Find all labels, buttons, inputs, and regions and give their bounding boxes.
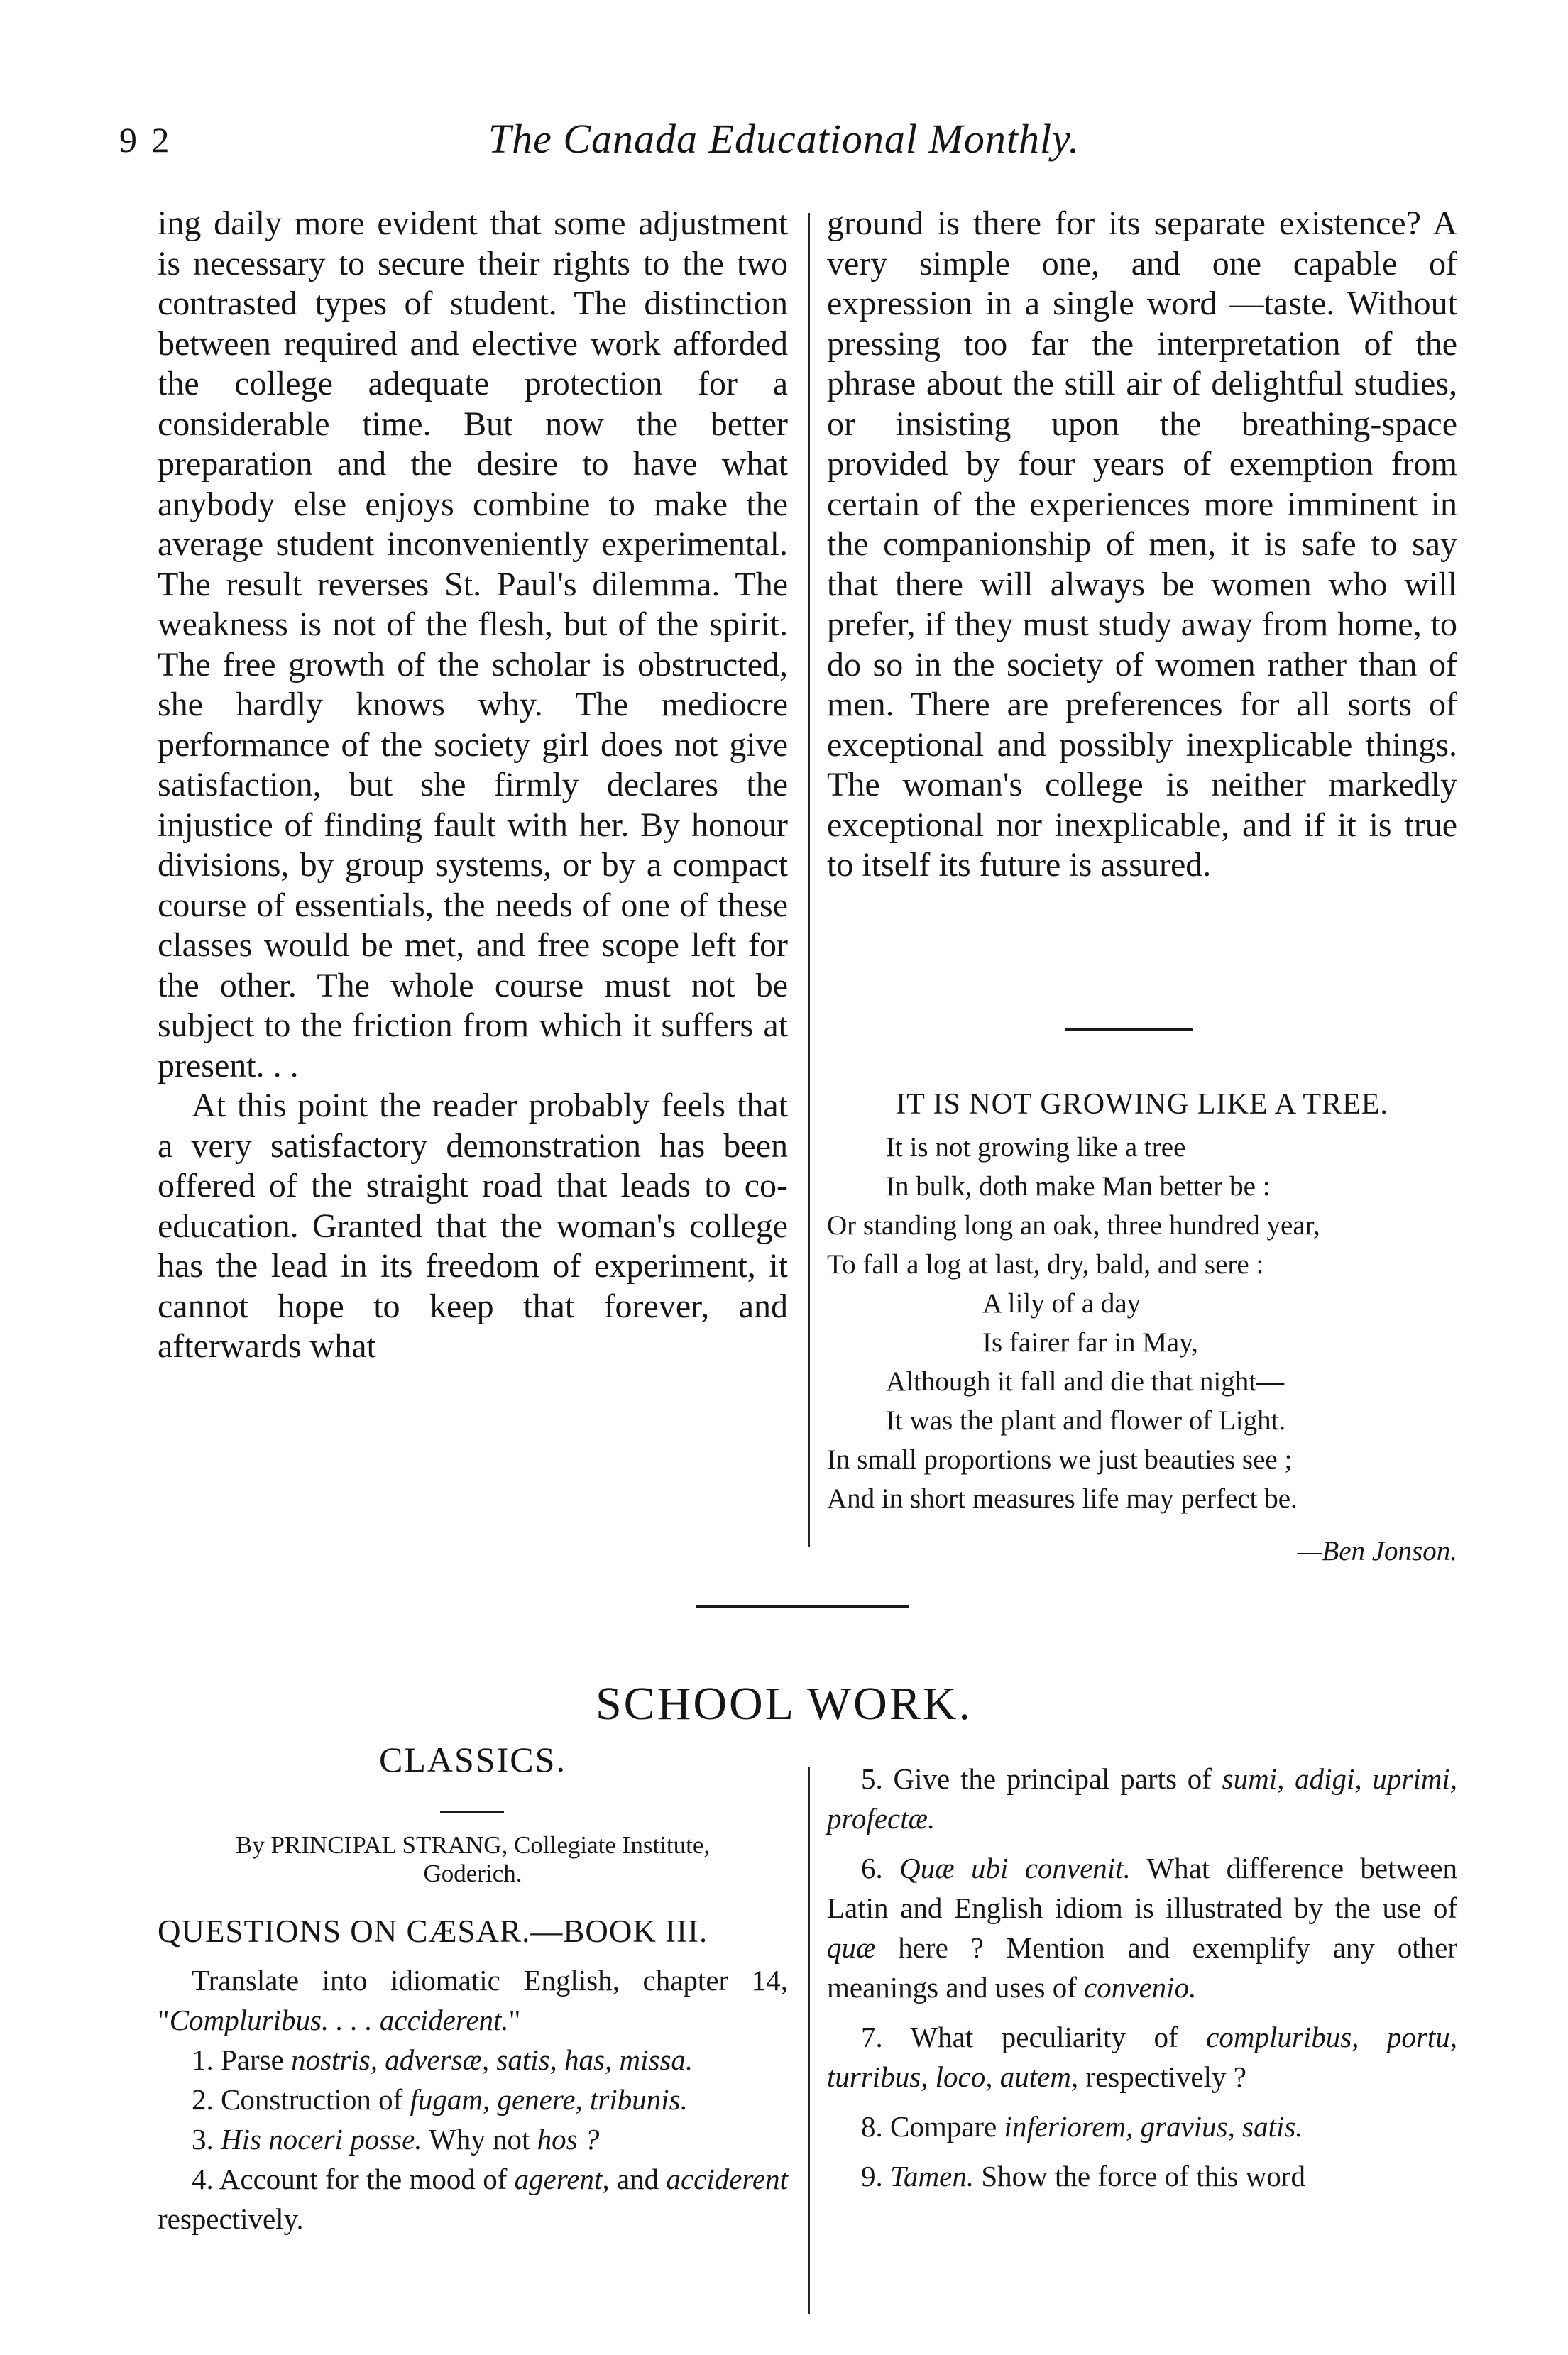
column-divider	[808, 1767, 810, 2314]
poem-line: And in short measures life may perfect be.	[827, 1483, 1298, 1514]
poem-line: It was the plant and flower of Light.	[886, 1405, 1286, 1436]
question-text: Account for the mood of	[219, 2163, 508, 2195]
question-text: Translate into idiomatic English, chapter 14, "	[158, 1964, 788, 2036]
questions-heading: QUESTIONS ON CÆSAR.—BOOK III.	[158, 1914, 708, 1949]
question-item	[827, 2156, 1457, 2196]
poem-line: In bulk, doth make Man better be :	[886, 1171, 1271, 1202]
question-latin: hos ?	[537, 2123, 600, 2156]
question-latin: convenio.	[1084, 1971, 1197, 2004]
question-number: 7.	[861, 2021, 883, 2053]
section-rule	[696, 1605, 909, 1608]
poem-line: In small proportions we just beauties see ;	[827, 1444, 1293, 1475]
question-intro	[158, 1960, 788, 2040]
article-paragraph: At this point the reader probably feels that a very satisfactory demonstration has been offered of the straight road that leads to co-education. Granted that the woman's college has the lead in its freedom of experiment, it cannot hope to keep that forever, and afterwards what	[158, 1087, 788, 1365]
page-number: 9 2	[119, 120, 172, 160]
article-paragraph: ground is there for its separate existence? A very simple one, and one capable of expression in a single word —taste. Without pressing too far the interpretation of the phrase about the still air of delightful studies, or insisting upon the breathing-space provided by four years of exemption from certain of the experiences more imminent in the companionship of men, it is safe to say that there will always be women who will prefer, if they must study away from home, to do so in the society of women rather than of men. There are preferences for all sorts of exceptional and possibly inexplicable things. The woman's college is neither markedly exceptional nor inexplicable, and if it is true to itself its future is assured.	[827, 204, 1457, 884]
question-latin: His noceri posse.	[221, 2123, 422, 2156]
question-text: Parse	[221, 2043, 284, 2076]
question-number: 9.	[861, 2160, 883, 2192]
poem-line: A lily of a day	[982, 1288, 1141, 1319]
question-text: Construction of	[221, 2083, 403, 2116]
question-text: What difference between Latin and English idiom is illustrated by the use of	[827, 1852, 1458, 1924]
article-column-left	[158, 204, 788, 1367]
question-text: and	[616, 2163, 659, 2195]
poem-line: To fall a log at last, dry, bald, and sere :	[827, 1249, 1264, 1280]
question-latin: inferiorem, gravius, satis.	[1004, 2110, 1303, 2143]
running-title: The Canada Educational Monthly.	[488, 116, 1080, 162]
byline	[158, 1831, 788, 1888]
question-number: 1.	[192, 2043, 214, 2076]
question-number: 8.	[861, 2110, 883, 2143]
question-text: respectively.	[158, 2202, 304, 2235]
article-column-right	[827, 204, 1457, 886]
question-latin: quæ	[827, 1931, 876, 1964]
question-item	[827, 2017, 1457, 2097]
section-rule	[1065, 1028, 1193, 1031]
article-paragraph: ing daily more evident that some adjustment is necessary to secure their rights to the two contrasted types of student. The distinction between required and elective work afforded the college adequate protection for a considerable time. But now the better preparation and the desire to have what anybody else enjoys combine to make the average student inconveniently experimental. The result reverses St. Paul's dilemma. The weakness is not of the flesh, but of the spirit. The free growth of the scholar is obstructed, she hardly knows why. The mediocre performance of the society girl does not give satisfaction, but she firmly declares the injustice of finding fault with her. By honour divisions, by group systems, or by a compact course of essentials, the needs of one of these classes would be met, and free scope left for the other. The whole course must not be subject to the friction from which it suffers at present. . .	[158, 204, 788, 1085]
question-item	[827, 1759, 1457, 1838]
question-latin: Compluribus. . . . acciderent.	[169, 2004, 509, 2036]
question-item	[158, 2159, 788, 2239]
question-text: "	[508, 2004, 521, 2036]
question-latin: nostris, adversæ, satis, has, missa.	[291, 2043, 693, 2076]
question-text: here ? Mention and exemplify any other meanings and uses of	[827, 1931, 1457, 2004]
questions-column-left	[158, 1960, 788, 2239]
question-item	[827, 1848, 1457, 2007]
poem-line: Although it fall and die that night—	[886, 1366, 1285, 1397]
question-latin: Tamen.	[890, 2160, 975, 2192]
poem-line: Is fairer far in May,	[982, 1327, 1198, 1358]
poem-attribution: —Ben Jonson.	[1297, 1536, 1457, 1566]
question-text: Give the principal parts of	[893, 1762, 1212, 1795]
byline-line: By PRINCIPAL STRANG, Collegiate Institute,	[235, 1831, 711, 1859]
poem-line: Or standing long an oak, three hundred year,	[827, 1210, 1320, 1241]
question-text: Why not	[429, 2123, 530, 2156]
question-number: 4.	[192, 2163, 214, 2195]
school-work-heading: SCHOOL WORK.	[595, 1678, 973, 1730]
question-latin: agerent,	[514, 2163, 610, 2195]
question-number: 6.	[861, 1852, 883, 1884]
question-text: Compare	[890, 2110, 997, 2143]
question-item	[827, 2107, 1457, 2146]
section-rule	[440, 1811, 504, 1813]
question-text: respectively ?	[1085, 2060, 1246, 2093]
question-latin: compluribus, portu, turribus, loco, autem,	[827, 2021, 1457, 2093]
question-text: What peculiarity of	[910, 2021, 1178, 2053]
column-divider	[808, 213, 810, 1547]
question-latin: Quæ ubi convenit.	[899, 1852, 1131, 1884]
questions-column-right	[827, 1759, 1457, 2196]
question-latin: acciderent	[666, 2163, 788, 2195]
question-latin: sumi, adigi, uprimi, profectæ.	[827, 1762, 1458, 1835]
question-text: Show the force of this word	[981, 2160, 1305, 2192]
question-latin: fugam, genere, tribunis.	[410, 2083, 688, 2116]
classics-heading: CLASSICS.	[379, 1740, 566, 1779]
poem-title: IT IS NOT GROWING LIKE A TREE.	[896, 1088, 1388, 1121]
question-number: 3.	[192, 2123, 214, 2156]
question-item	[158, 2040, 788, 2080]
question-item	[158, 2119, 788, 2159]
question-number: 2.	[192, 2083, 214, 2116]
byline-line: Goderich.	[423, 1860, 522, 1887]
question-number: 5.	[861, 1762, 883, 1795]
poem-line: It is not growing like a tree	[886, 1132, 1186, 1163]
question-item	[158, 2080, 788, 2119]
